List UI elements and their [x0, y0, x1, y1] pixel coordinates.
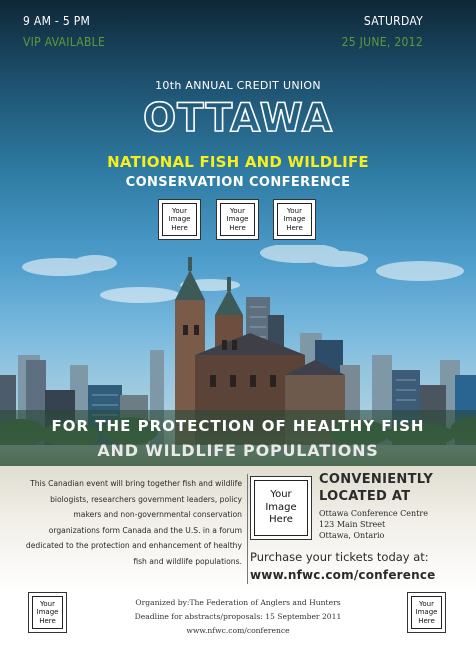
corner-image-placeholder-left[interactable] — [28, 592, 67, 633]
image-placeholder-3[interactable] — [273, 199, 316, 240]
location-heading-line1: CONVENIENTLY — [319, 472, 434, 487]
corner-image-placeholder-right[interactable] — [407, 592, 446, 633]
cloud-shapes — [22, 245, 464, 303]
image-placeholder-1[interactable] — [158, 199, 201, 240]
deadline-line: Deadline for abstracts/proposals: 15 September 2011 — [134, 612, 342, 621]
divider — [247, 474, 248, 584]
date-block — [342, 14, 423, 49]
conference-title-line1: NATIONAL FISH AND WILDLIFE — [107, 153, 369, 171]
image-placeholder-label: Your Image Here — [220, 203, 255, 236]
image-placeholder-label: Your Image Here — [254, 480, 308, 536]
venue-address — [319, 508, 428, 541]
footer-url[interactable]: www.nfwc.com/conference — [186, 626, 290, 635]
venue-name: Ottawa Conference Centre — [319, 509, 428, 518]
image-placeholder-label: Your Image Here — [162, 203, 197, 236]
city-title: OTTAWA — [142, 96, 334, 141]
image-placeholder-label: Your Image Here — [32, 596, 63, 629]
event-description: This Canadian event will bring together fish and wildlife biologists, researchers government leaders, policy makers and non-governmental conservation organizations form Canada and the U.S. in a forum dedicated to the protection and enhancement of healthy fish and wildlife populations. — [25, 479, 242, 566]
time-block — [23, 14, 105, 49]
footer — [100, 596, 376, 638]
conference-title-line2: CONSERVATION CONFERENCE — [125, 175, 351, 190]
image-placeholder-label: Your Image Here — [411, 596, 442, 629]
venue-street: 123 Main Street — [319, 520, 386, 529]
ticket-url[interactable]: www.nfwc.com/conference — [250, 568, 436, 582]
event-date: 25 JUNE, 2012 — [341, 35, 423, 49]
ticket-prompt: Purchase your tickets today at: — [250, 550, 429, 564]
image-placeholder-label: Your Image Here — [277, 203, 312, 236]
slogan-line1: FOR THE PROTECTION OF HEALTHY FISH — [51, 417, 425, 435]
venue-image-placeholder[interactable] — [250, 476, 312, 540]
organizer-line: Organized by:The Federation of Anglers and Hunters — [135, 598, 341, 607]
slogan-line2: AND WILDLIFE POPULATIONS — [97, 441, 379, 460]
venue-city: Ottawa, Ontario — [319, 531, 385, 540]
event-time: 9 AM - 5 PM — [23, 14, 91, 28]
edition-line: 10th ANNUAL CREDIT UNION — [155, 79, 321, 92]
location-heading-line2: LOCATED AT — [319, 489, 411, 504]
image-placeholder-2[interactable] — [216, 199, 259, 240]
vip-availability: VIP AVAILABLE — [23, 35, 106, 49]
event-day: SATURDAY — [363, 14, 423, 28]
